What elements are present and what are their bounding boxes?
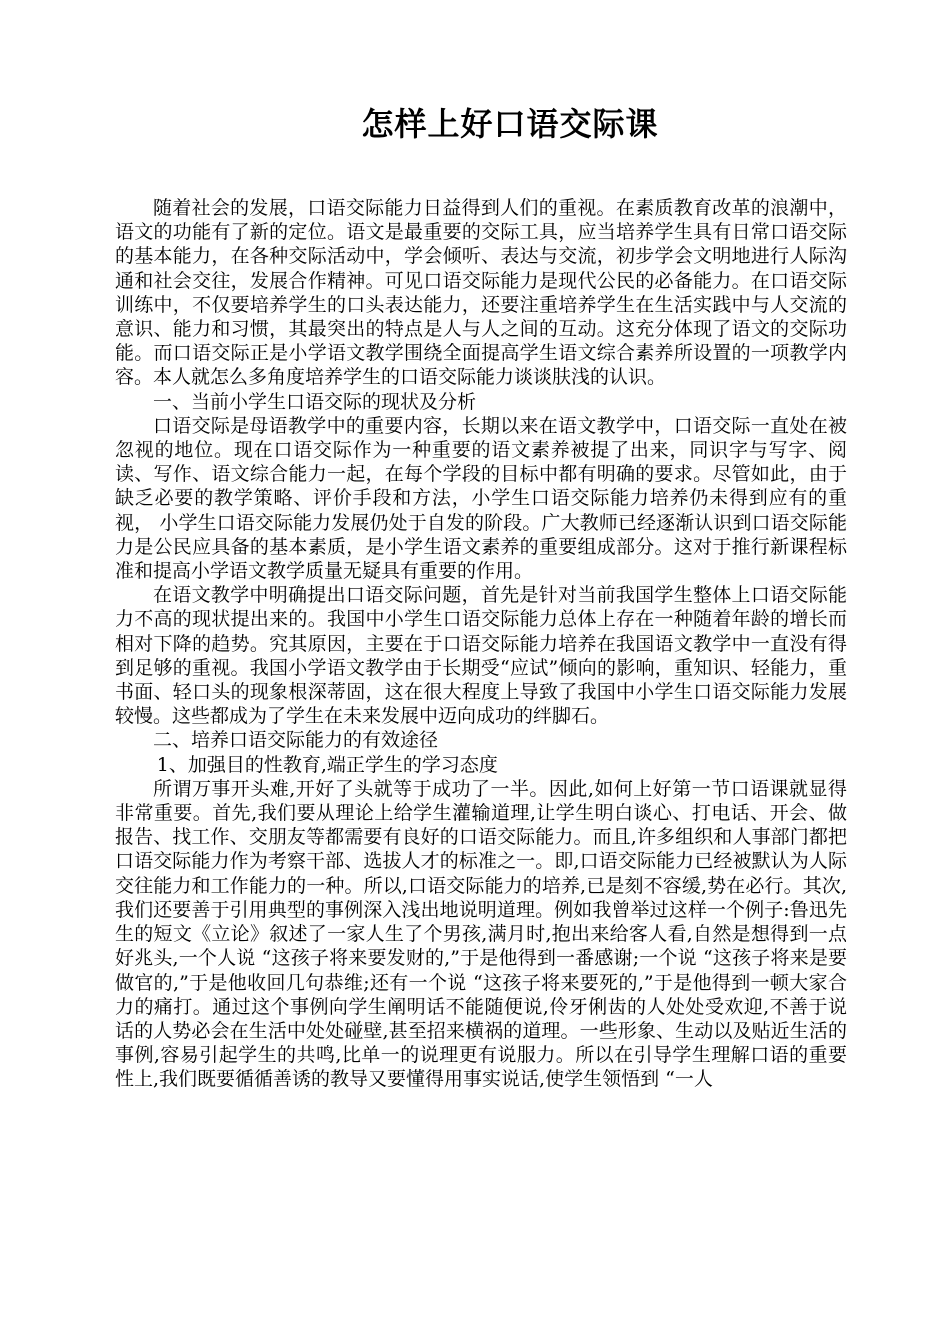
document-title: 怎样上好口语交际课	[361, 105, 659, 143]
document-body	[115, 196, 847, 1092]
paragraph-intro: 随着社会的发展，口语交际能力日益得到人们的重视。在素质教育改革的浪潮中，语文的功能有了新的定位。语文是最重要的交际工具，应当培养学生具有日常口语交际的基本能力，在各种交际活动中，学会倾听、表达与交流，初步学会文明地进行人际沟通和社会交往，发展合作精神。可见口语交际能力是现代公民的必备能力。在口语交际训练中，不仅要培养学生的口头表达能力，还要注重培养学生在生活实践中与人交流的意识、能力和习惯，其最突出的特点是人与人之间的互动。这充分体现了语文的交际功能。而口语交际正是小学语文教学围绕全面提高学生语文综合素养所设置的一项教学内容。本人就怎么多角度培养学生的口语交际能力谈谈肤浅的认识。	[115, 197, 847, 389]
section-heading-2: 二、培养口语交际能力的有效途径	[153, 729, 439, 752]
subsection-heading-1: 1、加强目的性教育,端正学生的学习态度	[156, 753, 498, 776]
paragraph-method-1: 所谓万事开头难,开好了头就等于成功了一半。因此,如何上好第一节口语课就显得非常重要。首先,我们要从理论上给学生灌输道理,让学生明白谈心、打电话、开会、做报告、找工作、交朋友等都需要有良好的口语交际能力。而且,许多组织和人事部门都把口语交际能力作为考察干部、选拔人才的标准之一。即,口语交际能力已经被默认为人际交往能力和工作能力的一种。所以,口语交际能力的培养,已是刻不容缓,势在必行。其次,我们还要善于引用典型的事例深入浅出地说明道理。例如我曾举过这样一个例子:鲁迅先生的短文《立论》叙述了一家人生了个男孩,满月时,抱出来给客人看,自然是想得到一点好兆头,一个人说 “这孩子将来要发财的,”于是他得到一番感谢;一个说 “这孩子将来是要做官的,”于是他收回几句恭维;还有一个说 “这孩子将来要死的,”于是他得到一顿大家合力的痛打。通过这个事例向学生阐明话不能随便说,伶牙俐齿的人处处受欢迎,不善于说话的人势必会在生活中处处碰壁,甚至招来横祸的道理。一些形象、生动以及贴近生活的事例,容易引起学生的共鸣,比单一的说理更有说服力。所以在引导学生理解口语的重要性上,我们既要循循善诱的教导又要懂得用事实说话,使学生领悟到 “一人	[115, 777, 847, 1091]
section-heading-1: 一、当前小学生口语交际的现状及分析	[153, 390, 477, 413]
paragraph-problem: 在语文教学中明确提出口语交际问题，首先是针对当前我国学生整体上口语交际能力不高的现状提出来的。我国中小学生口语交际能力总体上存在一种随着年龄的增长而相对下降的趋势。究其原因，主要在于口语交际能力培养在我国语文教学中一直没有得到足够的重视。我国小学语文教学由于长期受“应试”倾向的影响，重知识、轻能力，重书面、轻口头的现象根深蒂固，这在很大程度上导致了我国中小学生口语交际能力发展较慢。这些都成为了学生在未来发展中迈向成功的绊脚石。	[115, 584, 847, 728]
paragraph-status: 口语交际是母语教学中的重要内容，长期以来在语文教学中，口语交际一直处在被忽视的地位。现在口语交际作为一种重要的语文素养被提了出来，同识字与写字、阅读、写作、语文综合能力一起，在每个学段的目标中都有明确的要求。尽管如此，由于缺乏必要的教学策略、评价手段和方法，小学生口语交际能力培养仍未得到应有的重视， 小学生口语交际能力发展仍处于自发的阶段。广大教师已经逐渐认识到口语交际能力是公民应具备的基本素质，是小学生语文素养的重要组成部分。这对于推行新课程标准和提高小学语文教学质量无疑具有重要的作用。	[115, 414, 847, 583]
